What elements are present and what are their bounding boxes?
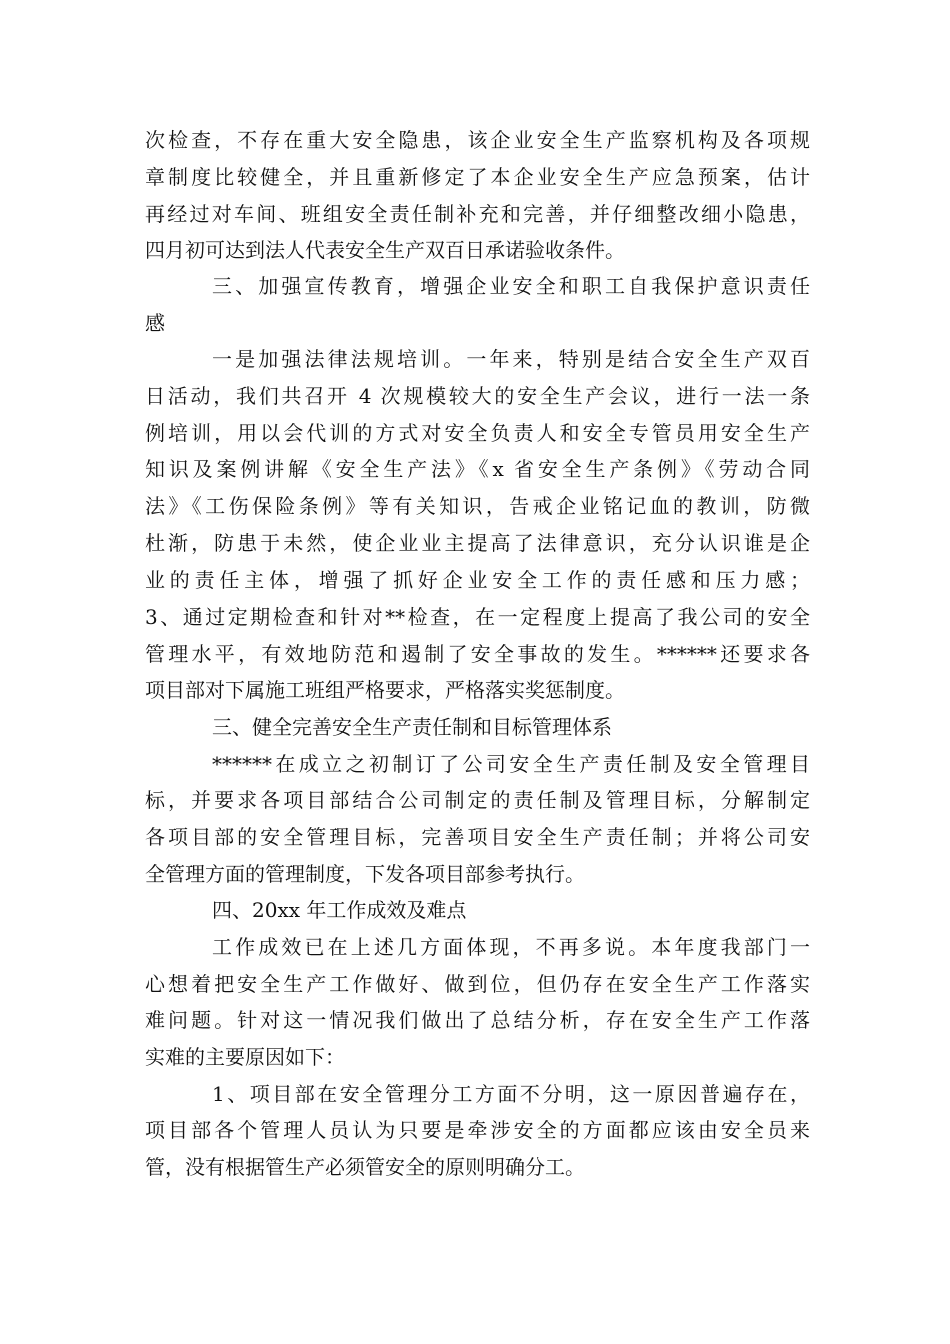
paragraph-line: 标，并要求各项目部结合公司制定的责任制及管理目标，分解制定 [145,788,810,812]
paragraph-line: 难问题。针对这一情况我们做出了总结分析，存在安全生产工作落 [145,1008,810,1032]
paragraph-line: 四月初可达到法人代表安全生产双百日承诺验收条件。 [145,238,625,262]
paragraph-line: 心想着把安全生产工作做好、做到位，但仍存在安全生产工作落实 [145,972,810,996]
paragraph-line: 各项目部的安全管理目标，完善项目安全生产责任制；并将公司安 [145,825,810,849]
section-heading-continuation: 感 [145,311,165,335]
paragraph-line: 日活动，我们共召开 4 次规模较大的安全生产会议，进行一法一条 [145,384,810,408]
paragraph-line: 再经过对车间、班组安全责任制补充和完善，并仔细整改细小隐患， [145,202,810,226]
paragraph-line: 次检查，不存在重大安全隐患，该企业安全生产监察机构及各项规 [145,128,810,152]
paragraph-line: 1、项目部在安全管理分工方面不分明，这一原因普遍存在， [212,1082,810,1106]
section-heading: 四、20xx 年工作成效及难点 [212,898,467,922]
paragraph-line: 业的责任主体，增强了抓好企业安全工作的责任感和压力感； [145,568,810,592]
paragraph-line: 实难的主要原因如下： [145,1045,345,1069]
paragraph-line: 一是加强法律法规培训。一年来，特别是结合安全生产双百 [212,347,810,371]
paragraph-line: 工作成效已在上述几方面体现，不再多说。本年度我部门一 [212,935,810,959]
paragraph-line: 项目部对下属施工班组严格要求，严格落实奖惩制度。 [145,678,625,702]
paragraph-line: 杜渐，防患于未然，使企业业主提高了法律意识，充分认识谁是企 [145,531,810,555]
paragraph-line: 管理水平，有效地防范和遏制了安全事故的发生。******还要求各 [145,642,810,666]
paragraph-line: 3、通过定期检查和针对**检查，在一定程度上提高了我公司的安全 [145,605,810,629]
paragraph-line: 章制度比较健全，并且重新修定了本企业安全生产应急预案，估计 [145,165,810,189]
paragraph-line: 全管理方面的管理制度，下发各项目部参考执行。 [145,862,585,886]
paragraph-line: 知识及案例讲解《安全生产法》《x 省安全生产条例》《劳动合同 [145,457,810,481]
paragraph-line: 项目部各个管理人员认为只要是牵涉安全的方面都应该由安全员来 [145,1118,810,1142]
paragraph-line: 法》《工伤保险条例》等有关知识，告戒企业铭记血的教训，防微 [145,494,810,518]
section-heading: 三、健全完善安全生产责任制和目标管理体系 [212,715,612,739]
section-heading: 三、加强宣传教育，增强企业安全和职工自我保护意识责任 [212,274,810,298]
paragraph-line: ******在成立之初制订了公司安全生产责任制及安全管理目 [212,752,810,776]
paragraph-line: 例培训，用以会代训的方式对安全负责人和安全专管员用安全生产 [145,421,810,445]
paragraph-line: 管，没有根据管生产必须管安全的原则明确分工。 [145,1155,585,1179]
